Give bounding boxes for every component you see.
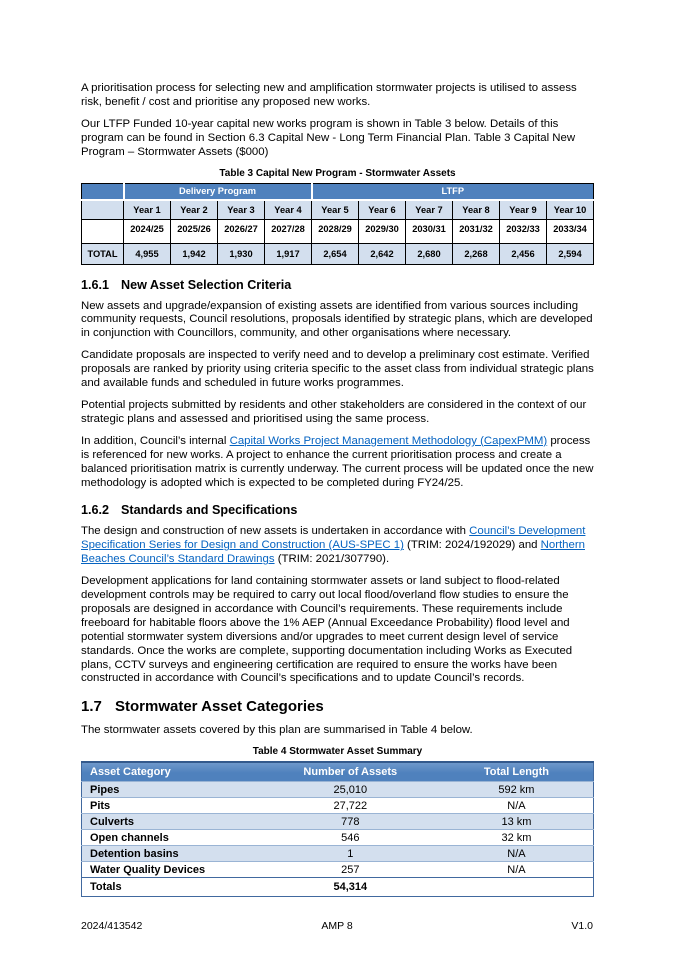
table3-empty-cell [82,219,124,243]
paragraph-potential-projects: Potential projects submitted by residents and other stakeholders are considered in the context of our strategic plans and assessed and prioritised using the same process. [81,398,587,425]
table3-total-cell: 1,942 [171,243,218,264]
table4-category-cell: Culverts [82,814,261,830]
table3-fy-cell: 2032/33 [500,219,547,243]
table4-length-cell: N/A [440,862,594,878]
table3-fy-cell: 2031/32 [453,219,500,243]
paragraph-design-construction [81,525,594,567]
table4-length-cell: 592 km [440,782,594,798]
table3-total-cell: 2,654 [312,243,359,264]
table4-count-cell: 1 [261,846,440,862]
footer-page-label: AMP 8 [321,920,353,932]
table-row-open-channels [82,830,594,846]
table4-count-cell: 25,010 [261,782,440,798]
table4-length-cell: 32 km [440,830,594,846]
table4-length-cell: 13 km [440,814,594,830]
paragraph-ltfp-program: Our LTFP Funded 10-year capital new works program is shown in Table 3 below. Details of this program can be found in Section 6.3 Capital New - Long Term Financial Plan. Table 3 Capital New Program – Stormwater Assets ($000) [81,117,576,158]
table3-total-cell: 2,594 [547,243,594,264]
table3-year-cell: Year 5 [312,200,359,220]
paragraph-development-applications: Development applications for land containing stormwater assets or land subject to flood-related development controls may be required to carry out local flood/overland flow studies to ensure the proposals are designed in accordance with Council’s requirements. These requirements include freeboard for habitable floors above the 1% AEP (Annual Exceedance Probability) flood level and potential stormwater system diversions and/or upgrades to meet current design level of service standards. Once the works are complete, supporting documentation including Works as Executed plans, CCTV surveys and engineering certification are required to ensure the works have been constructed in accordance with Council’s specifications and to update Council’s records. [81,575,573,685]
heading-title: Stormwater Asset Categories [115,698,324,716]
table4-header-row [82,762,594,782]
stormwater-asset-summary-table [81,761,594,897]
table4-header-number-of-assets: Number of Assets [261,762,440,782]
table-row-detention-basins [82,846,594,862]
heading-number: 1.7 [81,698,102,716]
table3-total-cell: 2,268 [453,243,500,264]
table3-total-cell: 1,930 [218,243,265,264]
heading-stormwater-asset-categories [81,698,594,715]
table3-financial-year-row [82,219,594,243]
table3-total-row [82,243,594,264]
table3-year-row [82,200,594,220]
table3-fy-cell: 2028/29 [312,219,359,243]
table4-length-cell: N/A [440,798,594,814]
capexpmm-link[interactable]: Capital Works Project Management Methodology (CapexPMM) [229,434,548,447]
table3-year-cell: Year 7 [406,200,453,220]
table4-count-cell: 546 [261,830,440,846]
table-row-culverts [82,814,594,830]
table3-fy-cell: 2033/34 [547,219,594,243]
table4-length-cell: N/A [440,846,594,862]
heading-number: 1.6.2 [81,503,110,518]
table3-fy-cell: 2025/26 [171,219,218,243]
table-row-totals [82,878,594,897]
table3-fy-cell: 2030/31 [406,219,453,243]
table4-totals-length [440,878,594,897]
table4-category-cell: Open channels [82,830,261,846]
capital-new-program-table [81,183,594,265]
table3-group-header-row [82,183,594,200]
table3-total-cell: 2,680 [406,243,453,264]
table3-fy-cell: 2027/28 [265,219,312,243]
paragraph-candidate-proposals: Candidate proposals are inspected to verify need and to develop a preliminary cost estimate. Verified proposals are ranked by priority using criteria specific to the asset class from individual strategic plans and available funds and scheduled in future works programmes. [81,349,594,390]
table4-header-asset-category: Asset Category [82,762,261,782]
table3-year-cell: Year 4 [265,200,312,220]
table3-year-cell: Year 2 [171,200,218,220]
table3-group-delivery-program: Delivery Program [124,183,312,200]
table4-category-cell: Water Quality Devices [82,862,261,878]
table3-year-cell: Year 1 [124,200,171,220]
table3-total-cell: 2,456 [500,243,547,264]
paragraph-new-assets-sources: New assets and upgrade/expansion of existing assets are identified from various sources including community requests, Council resolutions, proposals identified by strategic plans, which are developed in conjunction with Councillors, community, and other organisations where necessary. [81,299,593,340]
table-row-pits [82,798,594,814]
table3-caption: Table 3 Capital New Program - Stormwater Assets [219,167,456,179]
table4-totals-count: 54,314 [261,878,440,897]
table-row-pipes [82,782,594,798]
paragraph-assets-summarised: The stormwater assets covered by this plan are summarised in Table 4 below. [81,724,473,737]
table3-year-cell: Year 10 [547,200,594,220]
table3-year-cell: Year 8 [453,200,500,220]
heading-title: New Asset Selection Criteria [121,277,292,292]
table3-fy-cell: 2026/27 [218,219,265,243]
footer-document-number: 2024/413542 [81,920,143,932]
paragraph-capexpmm [81,435,594,491]
table3-total-label: TOTAL [82,243,124,264]
standard-drawings-link[interactable]: Northern Beaches Council’s Standard Drawings [81,539,585,566]
paragraph-text: process is referenced for new works. A project to enhance the current prioritisation process and create a balanced prioritisation matrix is currently underway. The current process will be updated once the new methodology is adopted which is expected to be completed during FY24/25. [81,434,594,489]
footer-version: V1.0 [571,920,594,932]
heading-number: 1.6.1 [81,277,110,292]
heading-new-asset-selection-criteria [81,278,594,292]
table3-fy-cell: 2024/25 [124,219,171,243]
heading-title: Standards and Specifications [121,503,298,518]
table4-category-cell: Pits [82,798,261,814]
table3-corner-cell [82,183,124,200]
paragraph-text: (TRIM: 2021/307790). [274,553,390,566]
table4-count-cell: 257 [261,862,440,878]
table3-total-cell: 2,642 [359,243,406,264]
page-footer [81,920,593,932]
aus-spec-link[interactable]: Council’s Development Specification Series for Design and Construction (AUS-SPEC 1) [81,525,586,552]
paragraph-text: (TRIM: 2024/192029) and [403,539,541,552]
table3-year-cell: Year 6 [359,200,406,220]
table4-category-cell: Detention basins [82,846,261,862]
table4-caption: Table 4 Stormwater Asset Summary [252,746,423,758]
table4-header-total-length: Total Length [440,762,594,782]
paragraph-prioritisation: A prioritisation process for selecting new and amplification stormwater projects is utilised to assess risk, benefit / cost and prioritise any proposed new works. [81,82,577,108]
table-row-water-quality-devices [82,862,594,878]
table4-count-cell: 27,722 [261,798,440,814]
table3-total-cell: 1,917 [265,243,312,264]
table3-total-cell: 4,955 [124,243,171,264]
paragraph-text: The design and construction of new assets is undertaken in accordance with [81,525,470,538]
table3-fy-cell: 2029/30 [359,219,406,243]
table3-empty-cell [82,200,124,220]
table3-year-cell: Year 3 [218,200,265,220]
table3-year-cell: Year 9 [500,200,547,220]
heading-standards-and-specifications [81,503,594,517]
table4-category-cell: Pipes [82,782,261,798]
paragraph-text: In addition, Council’s internal [81,434,230,447]
table3-group-ltfp: LTFP [312,183,594,200]
table4-totals-label: Totals [82,878,261,897]
table4-count-cell: 778 [261,814,440,830]
